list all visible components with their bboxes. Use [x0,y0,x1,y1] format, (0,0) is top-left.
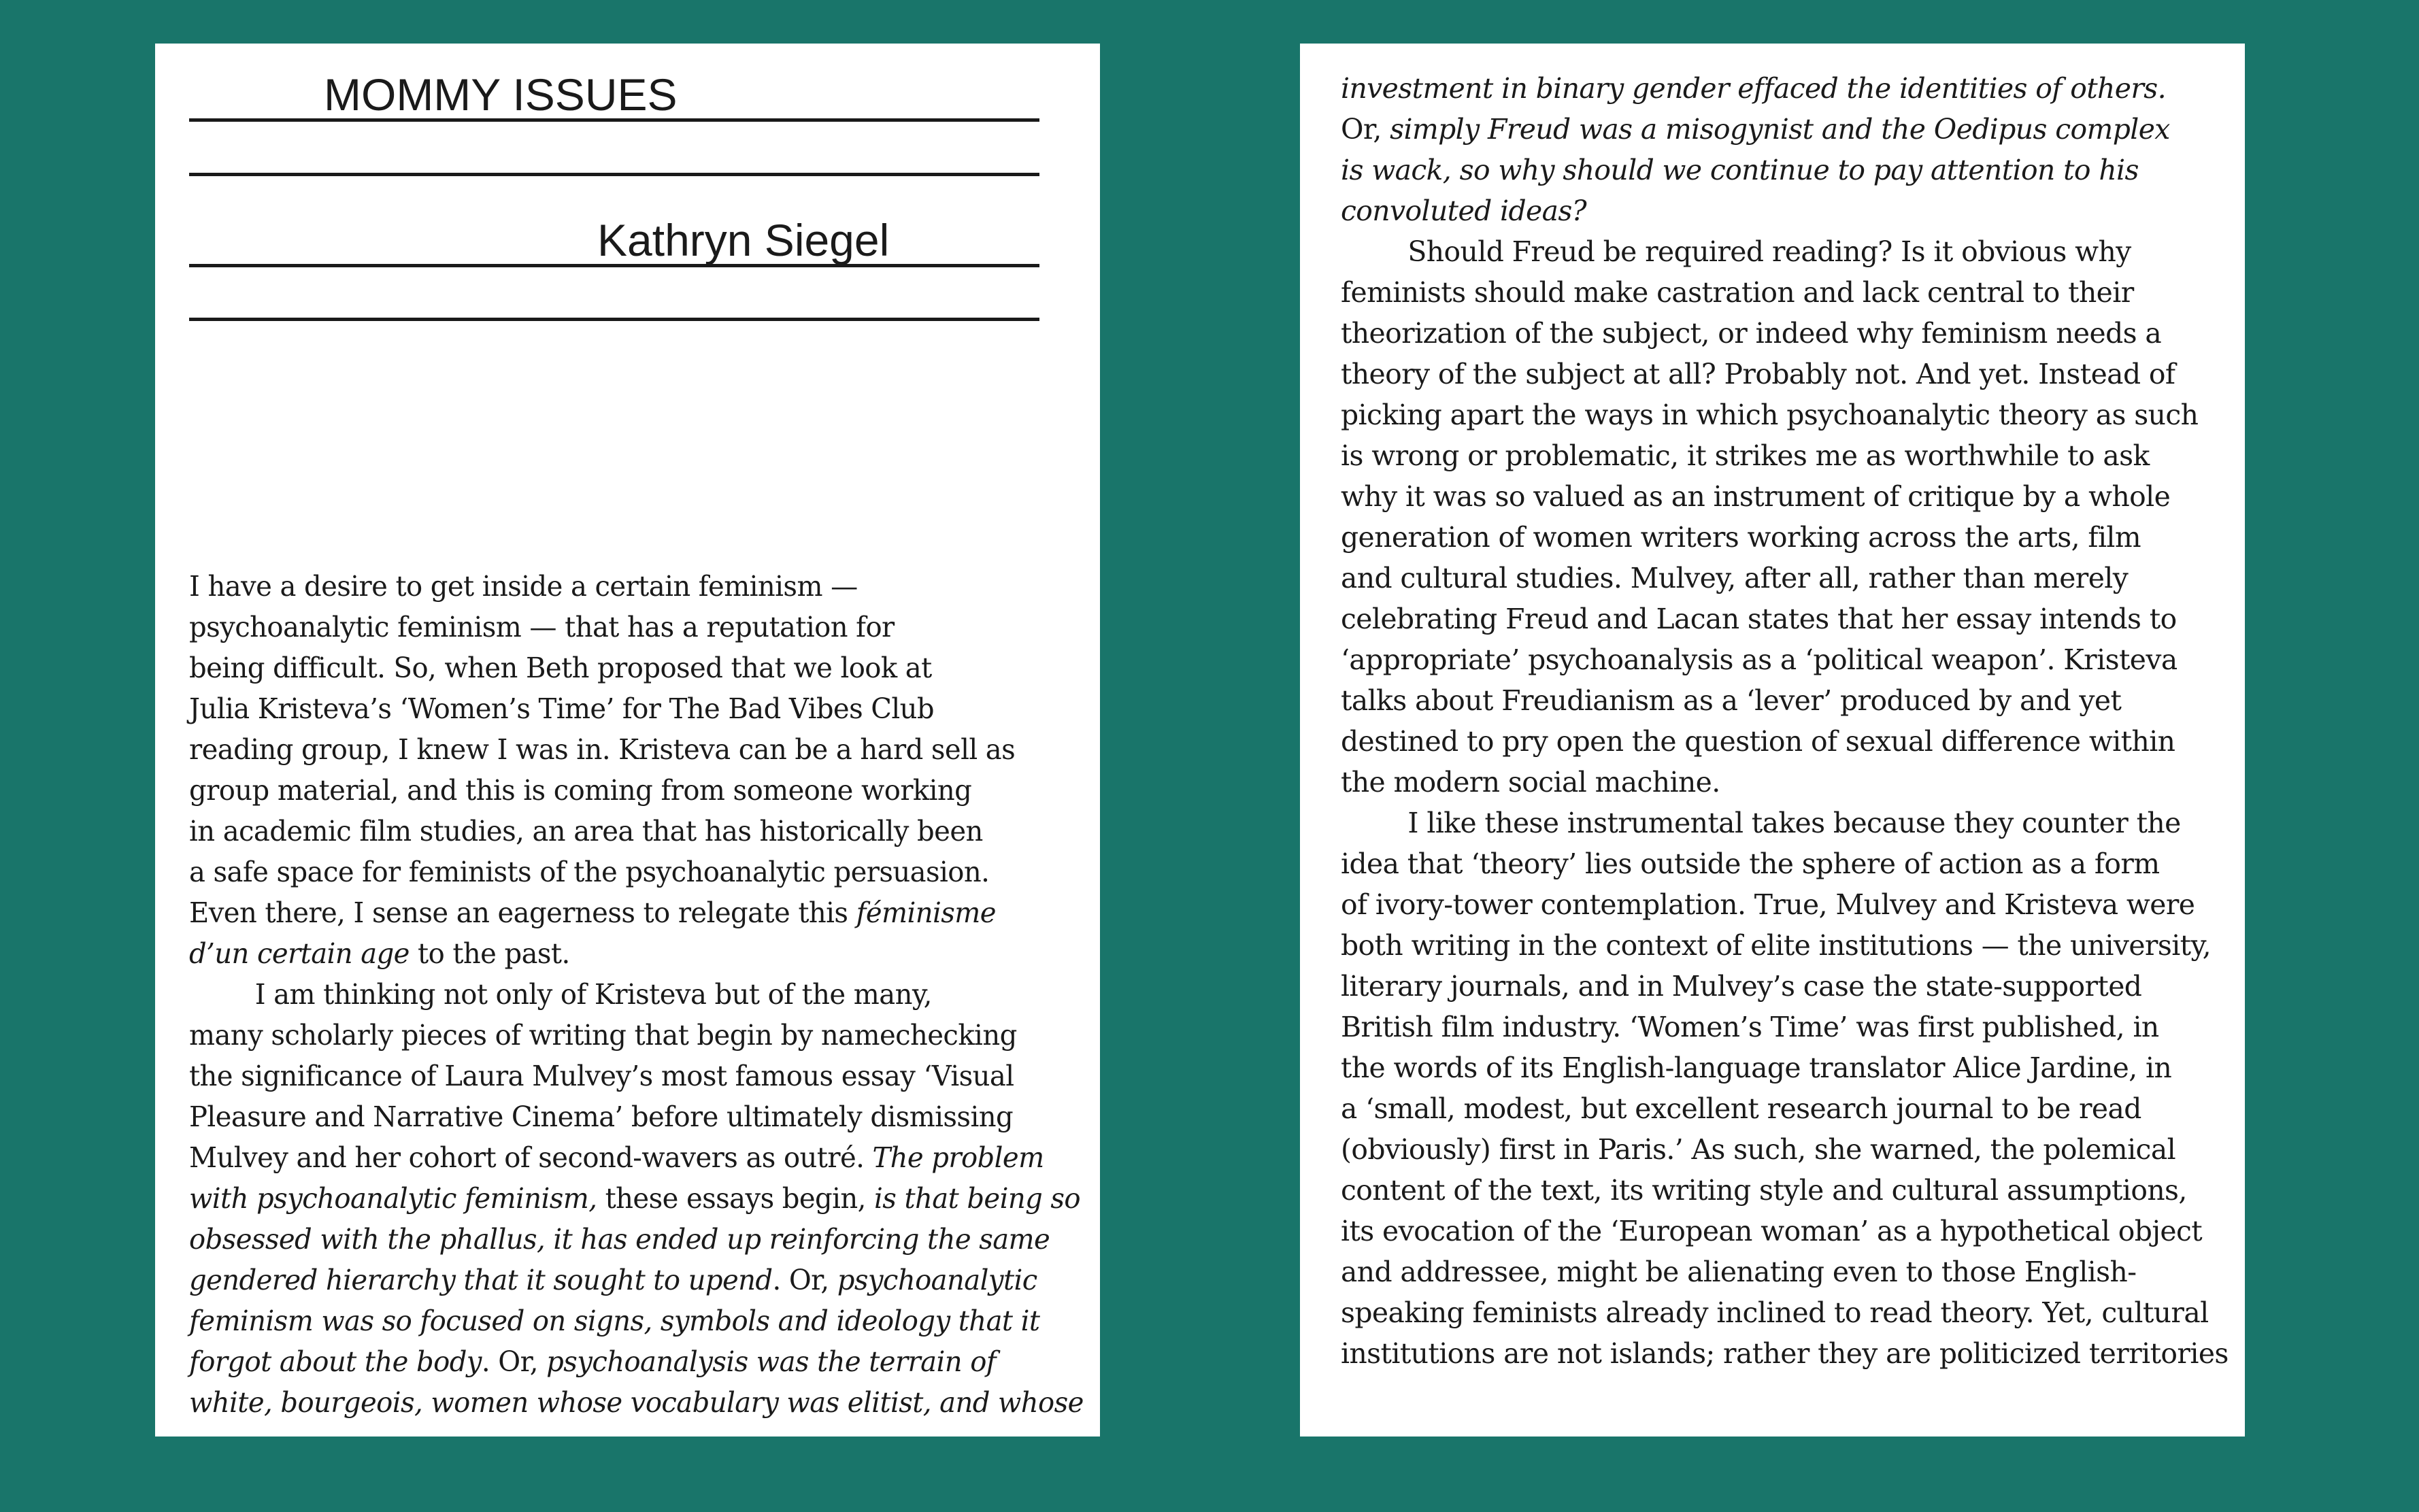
text-line [1341,517,2229,558]
italic-text: psychoanalytic [837,1263,1037,1296]
text-line [189,811,1084,852]
right-body-text [1341,68,2243,1374]
italic-text: obsessed with the phallus, it has ended up reinforcing the same [189,1222,1050,1256]
text-run: theory of the subject at all? Probably not. And yet. Instead of [1341,357,2175,390]
italic-text: investment in binary gender effaced the identities of others. [1341,71,2167,105]
text-run: I like these instrumental takes because they counter the [1407,806,2181,839]
text-run: picking apart the ways in which psychoanalytic theory as such [1341,398,2199,431]
text-run: Julia Kristeva’s ‘Women’s Time’ for The Bad Vibes Club [189,692,935,725]
text-run: idea that ‘theory’ lies outside the sphere of action as a form [1341,847,2160,880]
text-line [1341,354,2229,394]
text-line [1341,1088,2229,1129]
text-line [189,1178,1084,1219]
text-line [1341,1047,2229,1088]
text-run: . Or, [481,1345,547,1378]
text-run: destined to pry open the question of sexual difference within [1341,724,2175,758]
text-run: feminists should make castration and lack central to their [1341,275,2134,309]
text-run: and addressee, might be alienating even to those English- [1341,1255,2137,1288]
text-run: to the past. [409,937,570,970]
text-line [189,688,1084,729]
text-run: Should Freud be required reading? Is it obvious why [1407,235,2131,268]
text-line [1341,150,2229,190]
text-run: institutions are not islands; rather they are politicized territories [1341,1337,2229,1370]
text-line [1341,1007,2229,1047]
text-run: is wrong or problematic, it strikes me as worthwhile to ask [1341,439,2150,472]
divider-rule [189,318,1039,321]
text-line [189,1015,1084,1056]
text-run: the words of its English-language translator Alice Jardine, in [1341,1051,2172,1084]
text-run: literary journals, and in Mulvey’s case the state-supported [1341,969,2142,1003]
text-line [189,770,1084,811]
text-line [1341,599,2229,639]
text-run: the modern social machine. [1341,765,1720,799]
text-line [1341,803,2229,843]
left-body-text [189,566,1114,1423]
article-title: MOMMY ISSUES [324,69,678,120]
text-line [189,607,1084,648]
italic-text: convoluted ideas? [1341,194,1587,227]
text-run: a ‘small, modest, but excellent research journal to be read [1341,1092,2141,1125]
text-run: being difficult. So, when Beth proposed that we look at [189,651,932,684]
text-line [189,933,1084,974]
text-run: its evocation of the ‘European woman’ as a hypothetical object [1341,1214,2203,1247]
article-author: Kathryn Siegel [597,215,890,265]
text-run: group material, and this is coming from someone working [189,773,972,807]
text-line [1341,272,2229,313]
text-line [1341,109,2229,150]
text-line [1341,721,2229,762]
text-line [1341,680,2229,721]
text-run: a safe space for feminists of the psychoanalytic persuasion. [189,855,990,888]
italic-text: féminisme [856,896,996,929]
text-run: ‘appropriate’ psychoanalysis as a ‘political weapon’. Kristeva [1341,643,2178,676]
italic-text: simply Freud was a misogynist and the Oedipus complex [1390,112,2170,146]
italic-text: is that being so [874,1181,1080,1215]
text-line [1341,394,2229,435]
text-line [1341,843,2229,884]
italic-text: psychoanalysis was the terrain of [546,1345,997,1378]
text-run: . Or, [772,1263,837,1296]
text-run: psychoanalytic feminism — that has a reputation for [189,610,895,643]
text-line [189,566,1084,607]
text-run: Even there, I sense an eagerness to relegate this [189,896,856,929]
text-line [189,1096,1084,1137]
text-line [1341,1211,2229,1251]
text-line [189,1300,1084,1341]
text-run: Or, [1341,112,1390,146]
text-run: Pleasure and Narrative Cinema’ before ultimately dismissing [189,1100,1014,1133]
text-line [189,974,1084,1015]
text-line [1341,884,2229,925]
italic-text: d’un certain age [189,937,410,970]
text-run: British film industry. ‘Women’s Time’ was first published, in [1341,1010,2159,1043]
text-run: (obviously) first in Paris.’ As such, she warned, the polemical [1341,1132,2176,1166]
divider-rule [189,173,1039,176]
left-page [155,44,1100,1437]
text-run: of ivory-tower contemplation. True, Mulvey and Kristeva were [1341,888,2195,921]
text-line [189,1260,1084,1300]
text-run: and cultural studies. Mulvey, after all, rather than merely [1341,561,2129,594]
text-run: many scholarly pieces of writing that begin by namechecking [189,1018,1017,1052]
text-line [189,1341,1084,1382]
text-line [189,1382,1084,1423]
text-line [1341,966,2229,1007]
text-line [189,892,1084,933]
text-run: why it was so valued as an instrument of critique by a whole [1341,480,2171,513]
text-line [189,852,1084,892]
text-run: reading group, I knew I was in. Kristeva can be a hard sell as [189,733,1016,766]
italic-text: is wack, so why should we continue to pay attention to his [1341,153,2139,186]
text-line [189,729,1084,770]
text-line [189,1137,1084,1178]
text-line [1341,190,2229,231]
text-line [1341,762,2229,803]
text-run: talks about Freudianism as a ‘lever’ produced by and yet [1341,684,2122,717]
text-line [1341,435,2229,476]
text-line [1341,1170,2229,1211]
text-run: in academic film studies, an area that has historically been [189,814,983,847]
text-run: speaking feminists already inclined to read theory. Yet, cultural [1341,1296,2209,1329]
text-line [1341,1251,2229,1292]
text-line [1341,476,2229,517]
text-line [189,1056,1084,1096]
text-run: Mulvey and her cohort of second-wavers as outré. [189,1141,873,1174]
italic-text: white, bourgeois, women whose vocabulary was elitist, and whose [189,1385,1084,1419]
text-run: I have a desire to get inside a certain feminism — [189,569,858,603]
text-line [1341,558,2229,599]
right-page [1300,44,2245,1437]
text-line [1341,1333,2229,1374]
text-run: content of the text, its writing style and cultural assumptions, [1341,1173,2187,1207]
text-run: the significance of Laura Mulvey’s most famous essay ‘Visual [189,1059,1014,1092]
text-run: I am thinking not only of Kristeva but of the many, [254,977,932,1011]
text-run: theorization of the subject, or indeed why feminism needs a [1341,316,2162,350]
italic-text: The problem [872,1141,1044,1174]
author-rule [189,264,1039,267]
title-rule [189,118,1039,122]
text-line [189,648,1084,688]
text-run: celebrating Freud and Lacan states that her essay intends to [1341,602,2177,635]
text-line [189,1219,1084,1260]
text-line [1341,68,2229,109]
text-run: these essays begin, [597,1181,875,1215]
text-line [1341,925,2229,966]
text-line [1341,1129,2229,1170]
italic-text: gendered hierarchy that it sought to upend [189,1263,773,1296]
text-line [1341,231,2229,272]
text-line [1341,1292,2229,1333]
text-line [1341,313,2229,354]
text-run: generation of women writers working across the arts, film [1341,520,2141,554]
italic-text: with psychoanalytic feminism, [189,1181,597,1215]
italic-text: feminism was so focused on signs, symbols and ideology that it [189,1304,1040,1337]
italic-text: forgot about the body [189,1345,482,1378]
text-line [1341,639,2229,680]
text-run: both writing in the context of elite institutions — the university, [1341,928,2211,962]
